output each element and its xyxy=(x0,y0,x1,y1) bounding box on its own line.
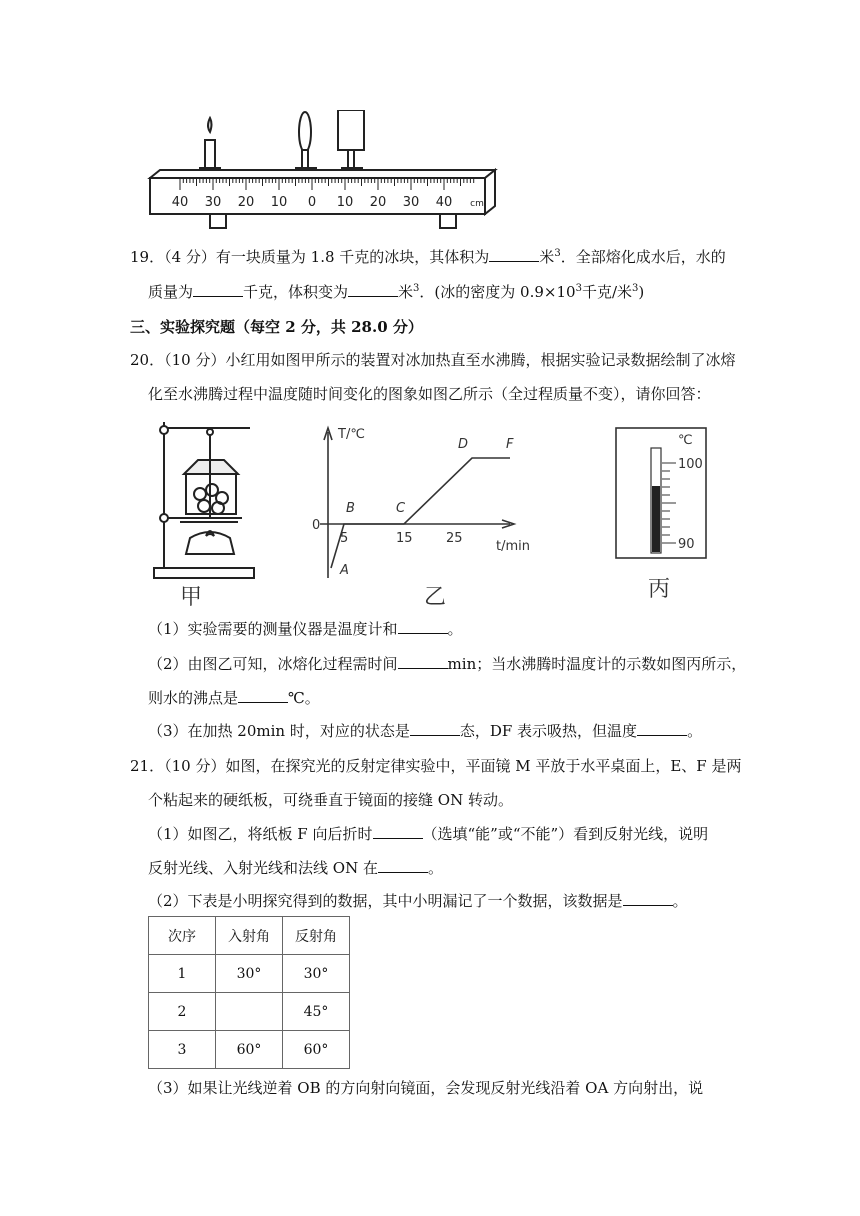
q21-text: 。 xyxy=(427,859,443,877)
origin-label: 0 xyxy=(312,518,321,533)
q20-text: 。 xyxy=(687,722,703,740)
q19-text: ．(冰的密度为 0.9×10 xyxy=(419,283,576,301)
bench-tick-label: 30 xyxy=(204,195,222,210)
q21-sub1 xyxy=(148,824,708,844)
q21-sub3: （3）如果让光线逆着 OB 的方向射向镜面，会发现反射光线沿着 OA 方向射出，说 xyxy=(148,1079,704,1097)
q19-text: 米 xyxy=(398,283,414,301)
q21-text: 。 xyxy=(672,892,688,910)
answer-blank[interactable] xyxy=(373,824,423,839)
bench-tick-label: 30 xyxy=(402,195,420,210)
table-header: 次序 xyxy=(149,917,216,955)
figure-label-jia: 甲 xyxy=(180,585,203,610)
exponent: 3 xyxy=(632,283,639,294)
bench-tick-label: 0 xyxy=(307,195,317,210)
q19-text: ．全部熔化成水后，水的 xyxy=(560,248,726,266)
q20-sub3 xyxy=(148,721,702,741)
candle xyxy=(200,118,220,176)
q20-text: 则水的沸点是 xyxy=(148,689,239,707)
q21-line2: 个粘起来的硬纸板，可绕垂直于镜面的接缝 ON 转动。 xyxy=(148,791,513,809)
q20-text: （3）在加热 20min 时，对应的状态是 xyxy=(148,722,410,740)
heating-apparatus-figure xyxy=(150,418,260,588)
q19-line2 xyxy=(148,282,644,302)
point-A: A xyxy=(340,563,349,578)
table-row xyxy=(149,993,350,1031)
answer-blank[interactable] xyxy=(238,688,288,703)
q20-text: 。 xyxy=(447,620,463,638)
q20-text: ℃。 xyxy=(288,689,320,707)
table-row xyxy=(149,955,350,993)
q20-text: min；当水沸腾时温度计的示数如图丙所示， xyxy=(447,655,747,673)
q19-text: 米 xyxy=(539,248,555,266)
q20-sub1 xyxy=(148,619,463,639)
bench-tick-label: 10 xyxy=(270,195,288,210)
answer-blank[interactable] xyxy=(348,282,398,297)
q21-line1: 21．（10 分）如图，在探究光的反射定律实验中，平面镜 M 平放于水平桌面上，E、F 是两 xyxy=(130,757,742,775)
answer-blank[interactable] xyxy=(637,721,687,736)
bench-tick-label: cm xyxy=(470,199,484,209)
q20-line1: 20．（10 分）小红用如图甲所示的装置对冰加热直至水沸腾，根据实验记录数据绘制了冰熔 xyxy=(130,351,736,369)
table-header: 反射角 xyxy=(283,917,350,955)
section-title: 三、实验探究题（每空 2 分，共 28.0 分） xyxy=(130,318,423,336)
table-cell: 60° xyxy=(283,1031,350,1069)
answer-blank[interactable] xyxy=(410,721,460,736)
thermometer-100: 100 xyxy=(678,457,703,472)
temperature-time-graph xyxy=(300,418,560,588)
q21-text: （1）如图乙，将纸板 F 向后折时 xyxy=(148,825,373,843)
bench-tick-label: 10 xyxy=(336,195,354,210)
answer-blank[interactable] xyxy=(398,654,448,669)
x-tick-15: 15 xyxy=(396,531,413,546)
q20-text: （2）由图乙可知，冰熔化过程需时间 xyxy=(148,655,398,673)
x-tick-5: 5 xyxy=(340,531,349,546)
table-cell: 60° xyxy=(216,1031,283,1069)
answer-blank[interactable] xyxy=(489,247,539,262)
q19-line1 xyxy=(130,247,726,267)
table-cell: 3 xyxy=(149,1031,216,1069)
convex-lens xyxy=(296,112,316,176)
answer-blank[interactable] xyxy=(623,891,673,906)
point-D: D xyxy=(458,437,469,452)
q20-text: 态，DF 表示吸热，但温度 xyxy=(459,722,638,740)
answer-blank[interactable] xyxy=(398,619,448,634)
angle-data-table xyxy=(148,916,350,1069)
bench-tick-label: 20 xyxy=(237,195,255,210)
q20-line2: 化至水沸腾过程中温度随时间变化的图象如图乙所示（全过程质量不变），请你回答： xyxy=(148,385,711,403)
exponent: 3 xyxy=(575,283,582,294)
bench-tick-label: 40 xyxy=(171,195,189,210)
bench-tick-label: 40 xyxy=(435,195,453,210)
exponent: 3 xyxy=(413,283,420,294)
light-screen xyxy=(338,110,364,176)
q21-sub1-cont xyxy=(148,858,443,878)
q21-sub2 xyxy=(148,891,688,911)
mercury-column xyxy=(652,486,660,552)
q21-text: （2）下表是小明探究得到的数据，其中小明漏记了一个数据，该数据是 xyxy=(148,892,623,910)
table-cell: 1 xyxy=(149,955,216,993)
q19-text: 19．（4 分）有一块质量为 1.8 千克的冰块，其体积为 xyxy=(130,248,490,266)
x-axis-label: t/min xyxy=(496,539,530,554)
point-C: C xyxy=(396,501,406,516)
point-F: F xyxy=(506,437,514,452)
q20-sub2 xyxy=(148,654,746,674)
answer-blank[interactable] xyxy=(193,282,243,297)
thermometer-figure xyxy=(612,426,712,566)
figure-label-bing: 丙 xyxy=(648,577,671,602)
q21-text: （选填“能”或“不能”）看到反射光线，说明 xyxy=(422,825,709,843)
bench-tick-label: 20 xyxy=(369,195,387,210)
table-cell xyxy=(216,993,283,1031)
optical-bench-figure xyxy=(140,110,510,240)
point-B: B xyxy=(346,501,355,516)
q19-text: 千克，体积变为 xyxy=(243,283,349,301)
q19-text: ) xyxy=(638,283,645,301)
thermometer-unit: ℃ xyxy=(678,433,693,448)
table-cell: 2 xyxy=(149,993,216,1031)
q21-text: 反射光线、入射光线和法线 ON 在 xyxy=(148,859,378,877)
temperature-curve xyxy=(331,458,510,568)
x-tick-25: 25 xyxy=(446,531,463,546)
table-cell: 30° xyxy=(216,955,283,993)
q20-text: （1）实验需要的测量仪器是温度计和 xyxy=(148,620,398,638)
figure-label-yi: 乙 xyxy=(424,585,447,610)
answer-blank[interactable] xyxy=(378,858,428,873)
table-row xyxy=(149,1031,350,1069)
table-header-row xyxy=(149,917,350,955)
q20-sub2-cont xyxy=(148,688,320,708)
q19-text: 质量为 xyxy=(148,283,194,301)
table-header: 入射角 xyxy=(216,917,283,955)
y-axis-label: T/℃ xyxy=(338,427,365,442)
table-cell: 30° xyxy=(283,955,350,993)
exponent: 3 xyxy=(554,248,561,259)
q19-text: 千克/米 xyxy=(581,283,632,301)
table-cell: 45° xyxy=(283,993,350,1031)
thermometer-90: 90 xyxy=(678,537,695,552)
